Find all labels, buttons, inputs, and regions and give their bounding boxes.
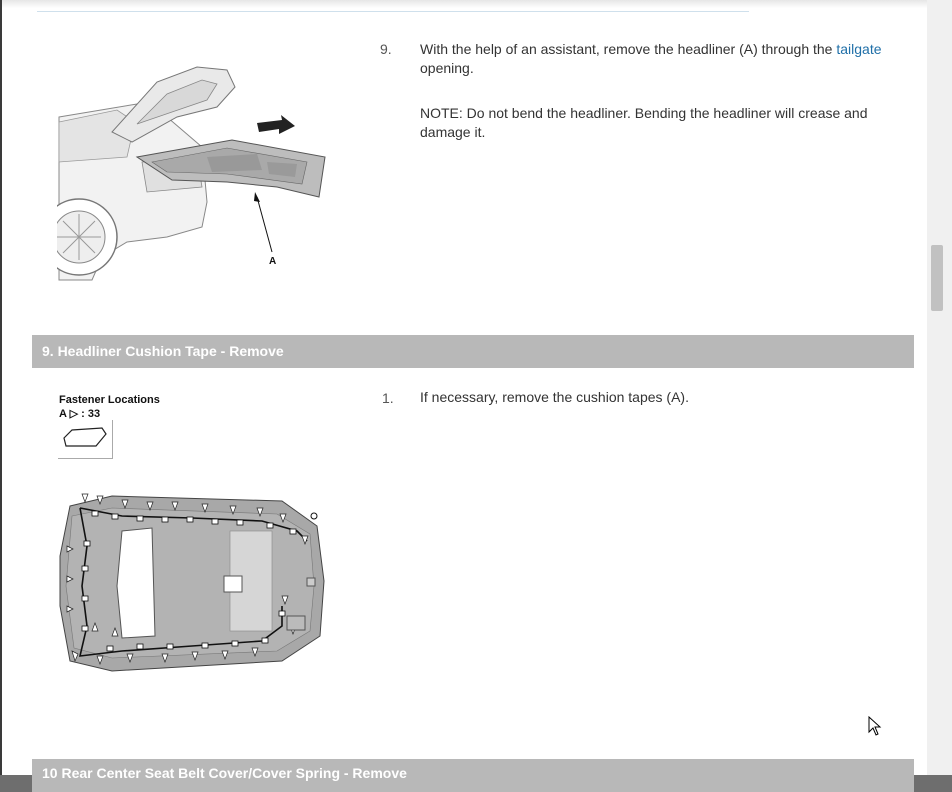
section-header[interactable]: 9. Headliner Cushion Tape - Remove xyxy=(32,335,914,368)
top-divider xyxy=(37,11,749,12)
section-header[interactable]: 10 Rear Center Seat Belt Cover/Cover Spring - Remove xyxy=(32,759,914,792)
vertical-scrollbar[interactable] xyxy=(927,0,952,775)
mouse-cursor-icon xyxy=(868,716,882,736)
step-number: 1. xyxy=(382,390,394,406)
tailgate-link[interactable]: tailgate xyxy=(836,41,882,57)
note-text: NOTE: Do not bend the headliner. Bending the headliner will crease and damage it. xyxy=(420,105,868,140)
legend-code: A ▷ : 33 xyxy=(59,408,101,420)
figure-label-a: A xyxy=(269,256,277,267)
document-page xyxy=(2,0,927,781)
scrollbar-thumb[interactable] xyxy=(931,245,943,311)
cushion-tape-icon xyxy=(58,420,112,458)
headliner-fastener-diagram xyxy=(52,486,328,681)
step-number: 9. xyxy=(380,41,392,57)
top-shadow xyxy=(2,0,927,8)
legend-title: Fastener Locations xyxy=(59,394,160,406)
step-text-part: opening. xyxy=(420,60,474,76)
headliner-removal-illustration xyxy=(57,62,329,287)
step-text xyxy=(420,40,900,78)
step-text-part: With the help of an assistant, remove the headliner (A) through the xyxy=(420,41,837,57)
legend-box xyxy=(58,420,113,459)
step-text: If necessary, remove the cushion tapes (A). xyxy=(420,389,689,405)
